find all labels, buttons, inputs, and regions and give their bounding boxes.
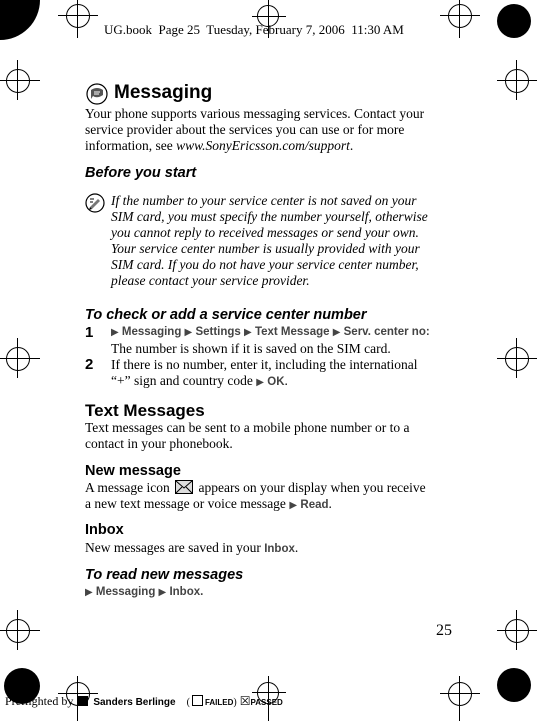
new-message-heading: New message — [85, 463, 181, 479]
failed-checkbox — [192, 695, 203, 706]
intro-paragraph — [85, 106, 450, 154]
before-heading: Before you start — [85, 165, 197, 181]
new-message-text-c: a new text message or voice message — [85, 496, 286, 511]
registration-dot-bottom-right — [497, 668, 531, 702]
arrow-icon: ▶ — [332, 327, 341, 338]
file-header: UG.book Page 25 Tuesday, February 7, 2006 11:30 AM — [104, 22, 404, 37]
step-2-line-2 — [111, 373, 288, 391]
step-2-end: . — [284, 373, 288, 388]
intro-end: . — [349, 138, 354, 153]
check-heading: To check or add a service center number — [85, 307, 367, 323]
passed-label: PASSED — [250, 698, 283, 707]
service-center-note: If the number to your service center is not saved on your SIM card, you must specify the number yourself, otherwise you cannot reply to received messages or send your own. Your service center number is usually provided with your SIM card. If you do not have your service center number, please contact your service provider. — [111, 193, 428, 288]
menu-messaging[interactable]: Messaging — [95, 586, 156, 598]
menu-messaging[interactable]: Messaging — [121, 326, 182, 338]
page-title: Messaging — [114, 82, 213, 103]
new-message-end: . — [328, 496, 332, 511]
inbox-end: . — [294, 540, 299, 555]
arrow-icon: ▶ — [244, 327, 252, 338]
inbox-label[interactable]: Inbox — [264, 543, 295, 555]
step-2-number: 2 — [85, 356, 94, 373]
crop-mark-top-left — [58, 0, 98, 40]
inbox-text: New messages are saved in your — [85, 540, 261, 555]
new-message-text-a: A message icon — [85, 480, 170, 495]
brand-logo-icon — [78, 696, 88, 706]
note-pencil-icon — [85, 193, 105, 213]
messaging-icon — [86, 83, 108, 105]
menu-inbox[interactable]: Inbox — [169, 586, 201, 598]
preflight-text: Preflighted by — [5, 694, 74, 708]
crop-mark-right-middle — [497, 338, 537, 378]
new-message-text-b: appears on your display when you receive — [198, 480, 426, 495]
step-2-line-1: If there is no number, enter it, including the international — [111, 357, 418, 372]
intro-text: Your phone supports various messaging services. Contact your service provider about the services you can use or for more information, see — [85, 106, 425, 153]
read-end: . — [200, 586, 204, 598]
new-message-line-1 — [85, 480, 426, 496]
step-1-number: 1 — [85, 324, 94, 341]
read-path — [85, 586, 203, 598]
open-paren: ( — [186, 697, 190, 708]
arrow-icon: ▶ — [184, 327, 193, 338]
arrow-icon: ▶ — [111, 327, 119, 338]
failed-label: FAILED — [204, 698, 234, 707]
crop-mark-top-right — [440, 0, 480, 40]
arrow-icon: ▶ — [256, 377, 264, 388]
text-messages-paragraph: Text messages can be sent to a mobile phone number or to a contact in your phonebook. — [85, 420, 410, 451]
menu-settings[interactable]: Settings — [195, 326, 241, 338]
passed-checkbox: ☒ — [239, 694, 251, 708]
step-1-path — [111, 326, 430, 338]
page-number: 25 — [436, 622, 452, 639]
registration-dot-top-left — [0, 0, 40, 40]
preflight-footer — [5, 694, 283, 709]
ok-action[interactable]: OK — [267, 376, 285, 388]
close-paren: ) — [233, 697, 237, 708]
new-message-line-2 — [85, 496, 332, 514]
inbox-heading: Inbox — [85, 522, 124, 538]
crop-mark-left-middle — [0, 338, 40, 378]
arrow-icon: ▶ — [158, 587, 167, 598]
crop-mark-bottom-right — [440, 676, 480, 721]
crop-mark-left-upper — [0, 60, 40, 100]
arrow-icon: ▶ — [85, 587, 93, 598]
crop-mark-right-upper — [497, 60, 537, 100]
step-2-text: “+” sign and country code — [111, 373, 253, 388]
menu-text-message[interactable]: Text Message — [254, 326, 330, 338]
menu-serv-center[interactable]: Serv. center no: — [343, 326, 430, 338]
arrow-icon: ▶ — [289, 500, 298, 511]
crop-mark-left-lower — [0, 610, 40, 650]
brand-name: Sanders Berlinge — [93, 697, 176, 708]
inbox-paragraph — [85, 540, 298, 557]
crop-mark-right-lower — [497, 610, 537, 650]
read-heading: To read new messages — [85, 567, 244, 583]
step-1-text: The number is shown if it is saved on the SIM card. — [111, 341, 391, 356]
read-action[interactable]: Read — [300, 499, 329, 511]
envelope-icon — [175, 480, 193, 494]
support-link[interactable]: www.SonyEricsson.com/support — [176, 138, 350, 153]
text-messages-heading: Text Messages — [85, 401, 205, 420]
registration-dot-top-right — [497, 4, 531, 38]
